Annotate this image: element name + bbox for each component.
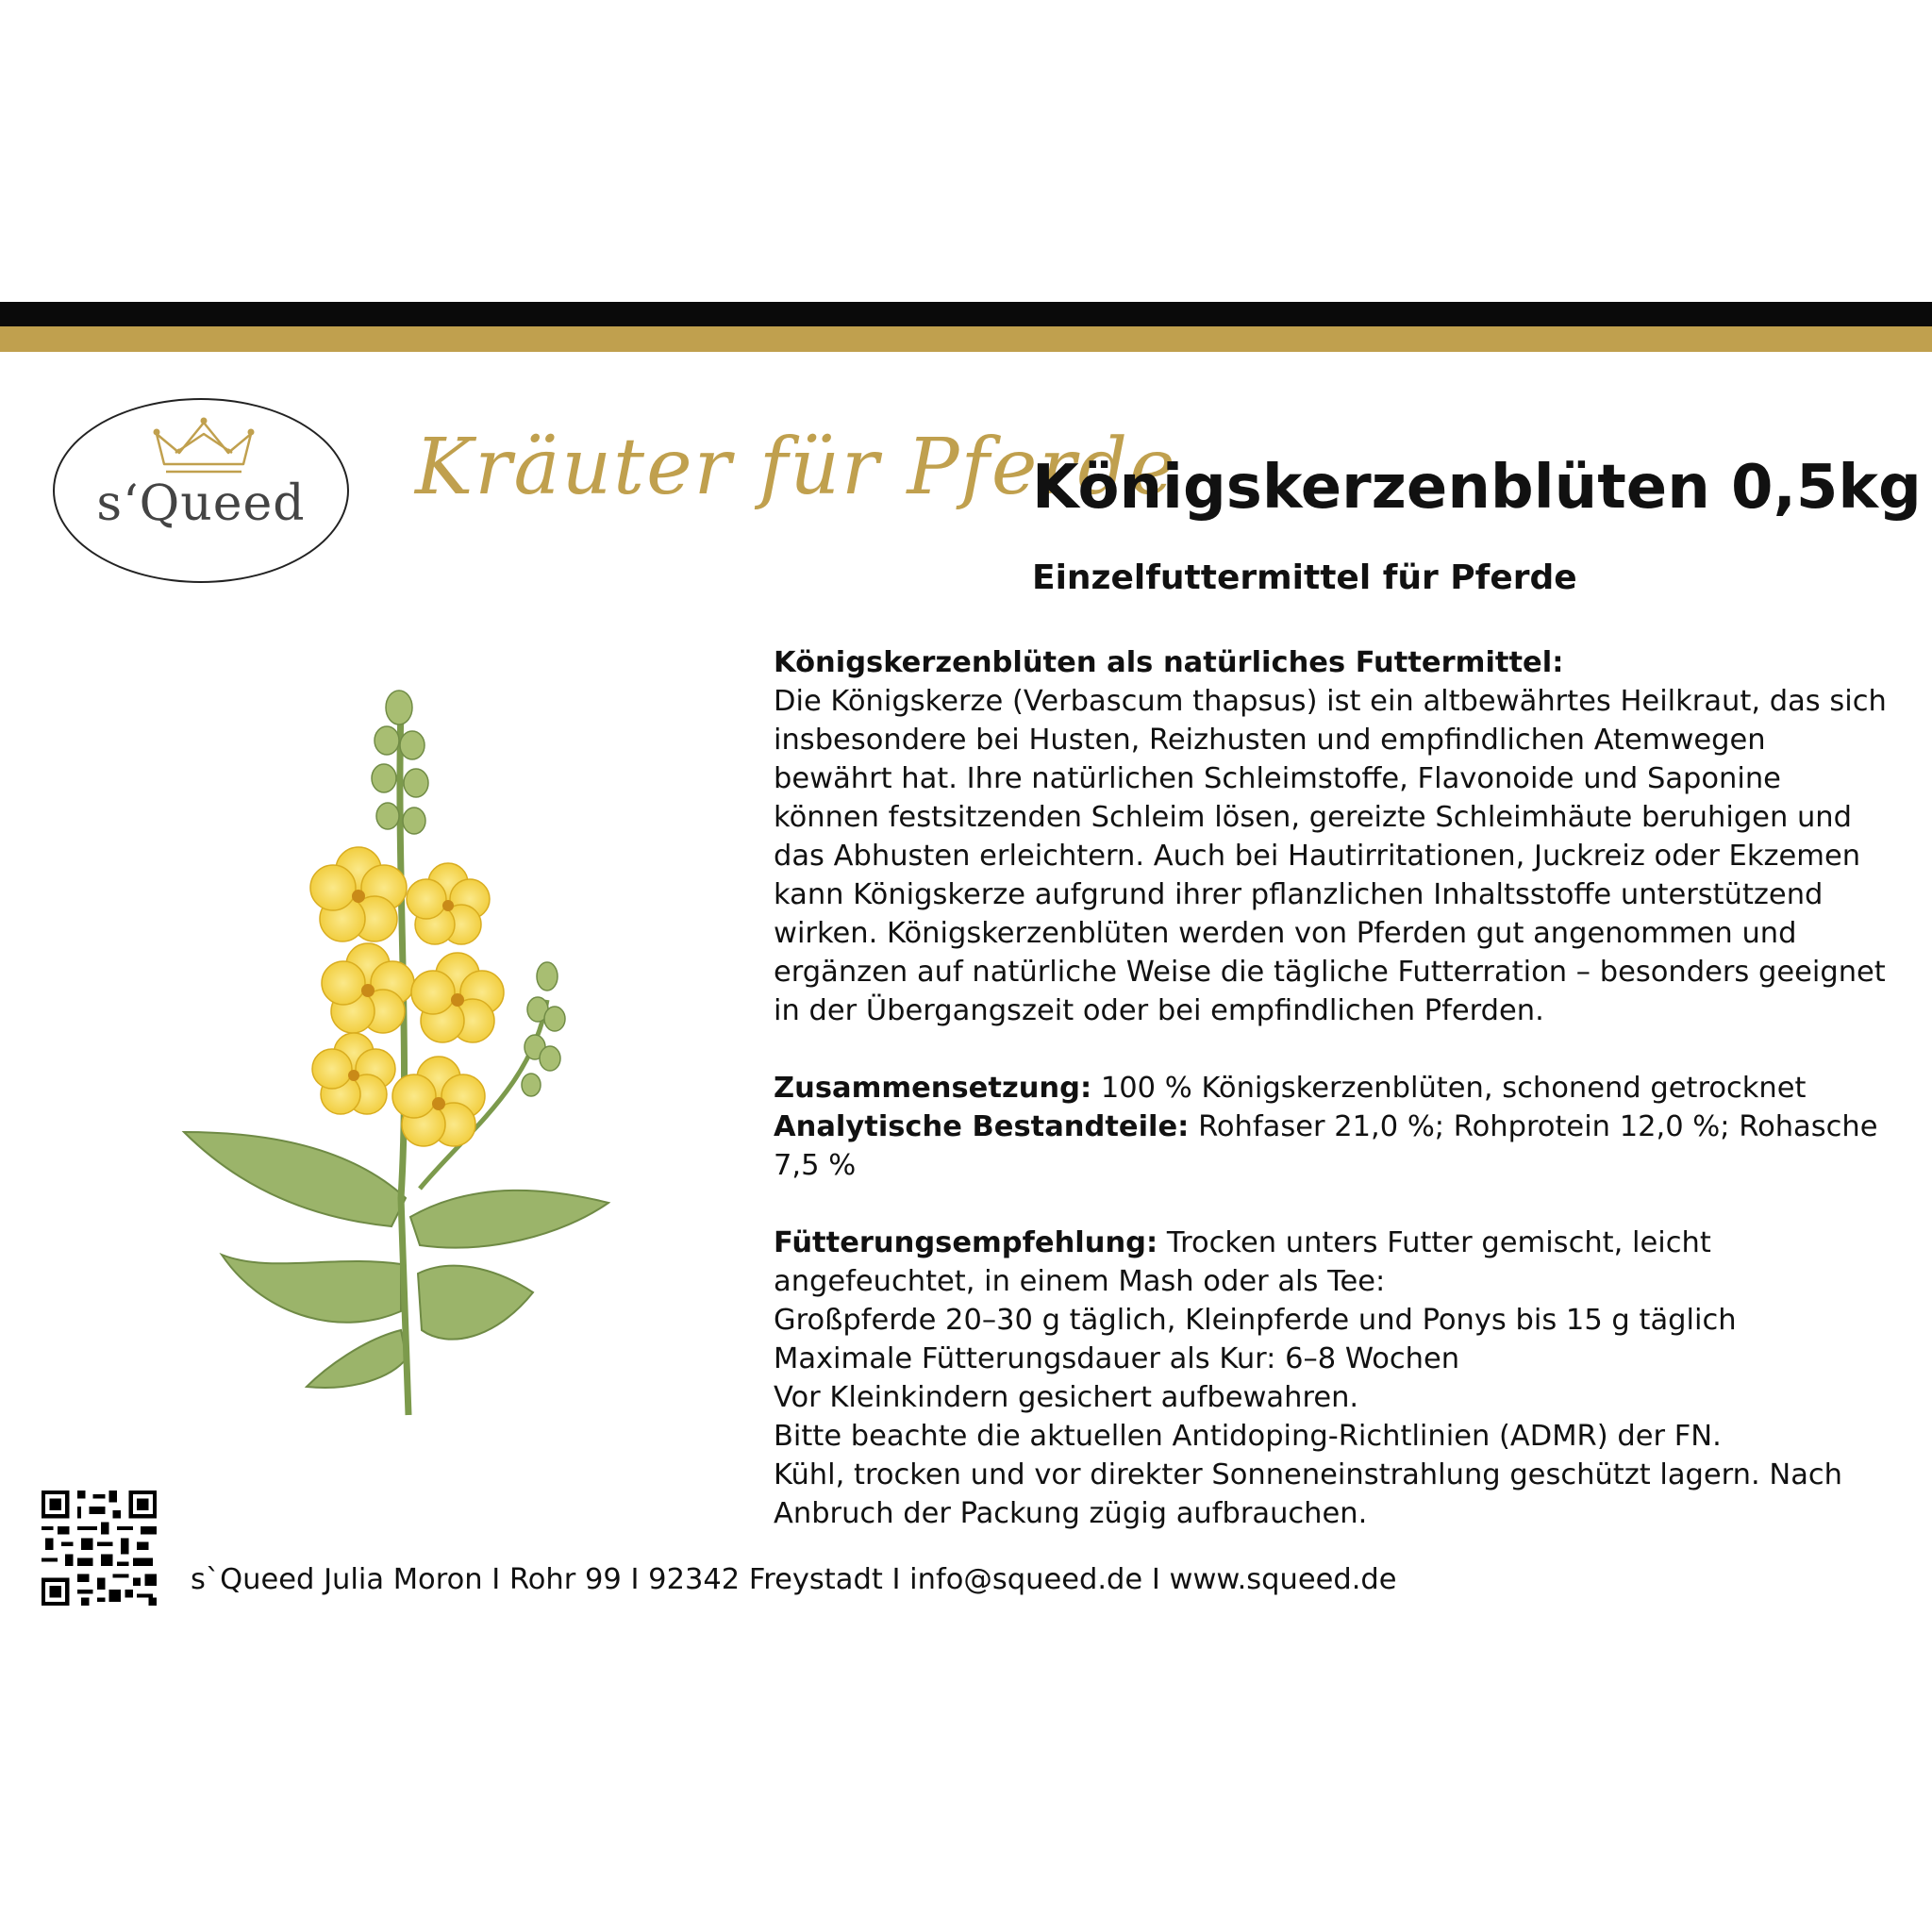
qr-code-icon[interactable] <box>42 1491 157 1606</box>
header-band-gold <box>0 326 1932 352</box>
script-title: Kräuter für Pferde <box>415 423 1177 512</box>
feeding-line: Großpferde 20–30 g täglich, Kleinpferde und Ponys bis 15 g täglich <box>774 1304 1737 1337</box>
feeding-label: Fütterungsempfehlung: <box>774 1226 1158 1259</box>
description-body: Die Königskerze (Verbascum thapsus) ist ein altbewährtes Heilkraut, das sich insbesondere bei Husten, Reizhusten und empfindlichen Atemwegen bewährt hat. Ihre natürlichen Schleimstoffe, Flavonoide und Saponine können festsitzenden Schleim lösen, gereizte Schleimhäute beruhigen und das Abhusten erleichtern. Auch bei Hautirritationen, Juckreiz oder Ekzemen kann Königskerze aufgrund ihrer pflanzlichen Inhaltsstoffe unterstützend wirken. Königskerzenblüten werden von Pferden gut angenommen und ergänzen auf natürliche Weise die tägliche Futterration – besonders geeignet in der Übergangszeit oder bei empfindlichen Pferden. <box>774 685 1887 1027</box>
product-subtitle: Einzelfuttermittel für Pferde <box>1032 558 1577 597</box>
header-band-black <box>0 302 1932 326</box>
mullein-flower-illustration <box>175 689 618 1424</box>
analytics-label: Analytische Bestandteile: <box>774 1110 1190 1143</box>
brand-logo <box>53 398 349 583</box>
product-description <box>774 643 1887 1533</box>
description-heading: Königskerzenblüten als natürliches Futtermittel: <box>774 646 1564 679</box>
feeding-value: Trocken unters Futter gemischt, leicht angefeuchtet, in einem Mash oder als Tee: <box>774 1226 1711 1298</box>
composition-label: Zusammensetzung: <box>774 1072 1092 1105</box>
analytics-value: Rohfaser 21,0 %; Rohprotein 12,0 %; Rohasche 7,5 % <box>774 1110 1878 1182</box>
composition-value: 100 % Königskerzenblüten, schonend getrocknet <box>1100 1072 1807 1105</box>
crown-icon <box>147 415 260 481</box>
logo-text: s‘Queed <box>96 475 306 532</box>
feeding-line: Kühl, trocken und vor direkter Sonneneinstrahlung geschützt lagern. Nach Anbruch der Packung zügig aufbrauchen. <box>774 1458 1843 1530</box>
feeding-line: Bitte beachte die aktuellen Antidoping-Richtlinien (ADMR) der FN. <box>774 1420 1722 1453</box>
feeding-line: Vor Kleinkindern gesichert aufbewahren. <box>774 1381 1359 1414</box>
feeding-line: Maximale Fütterungsdauer als Kur: 6–8 Wochen <box>774 1342 1460 1375</box>
product-title: Königskerzenblüten 0,5kg <box>1032 453 1922 523</box>
footer-contact: s`Queed Julia Moron I Rohr 99 I 92342 Freystadt I info@squeed.de I www.squeed.de <box>191 1563 1397 1596</box>
